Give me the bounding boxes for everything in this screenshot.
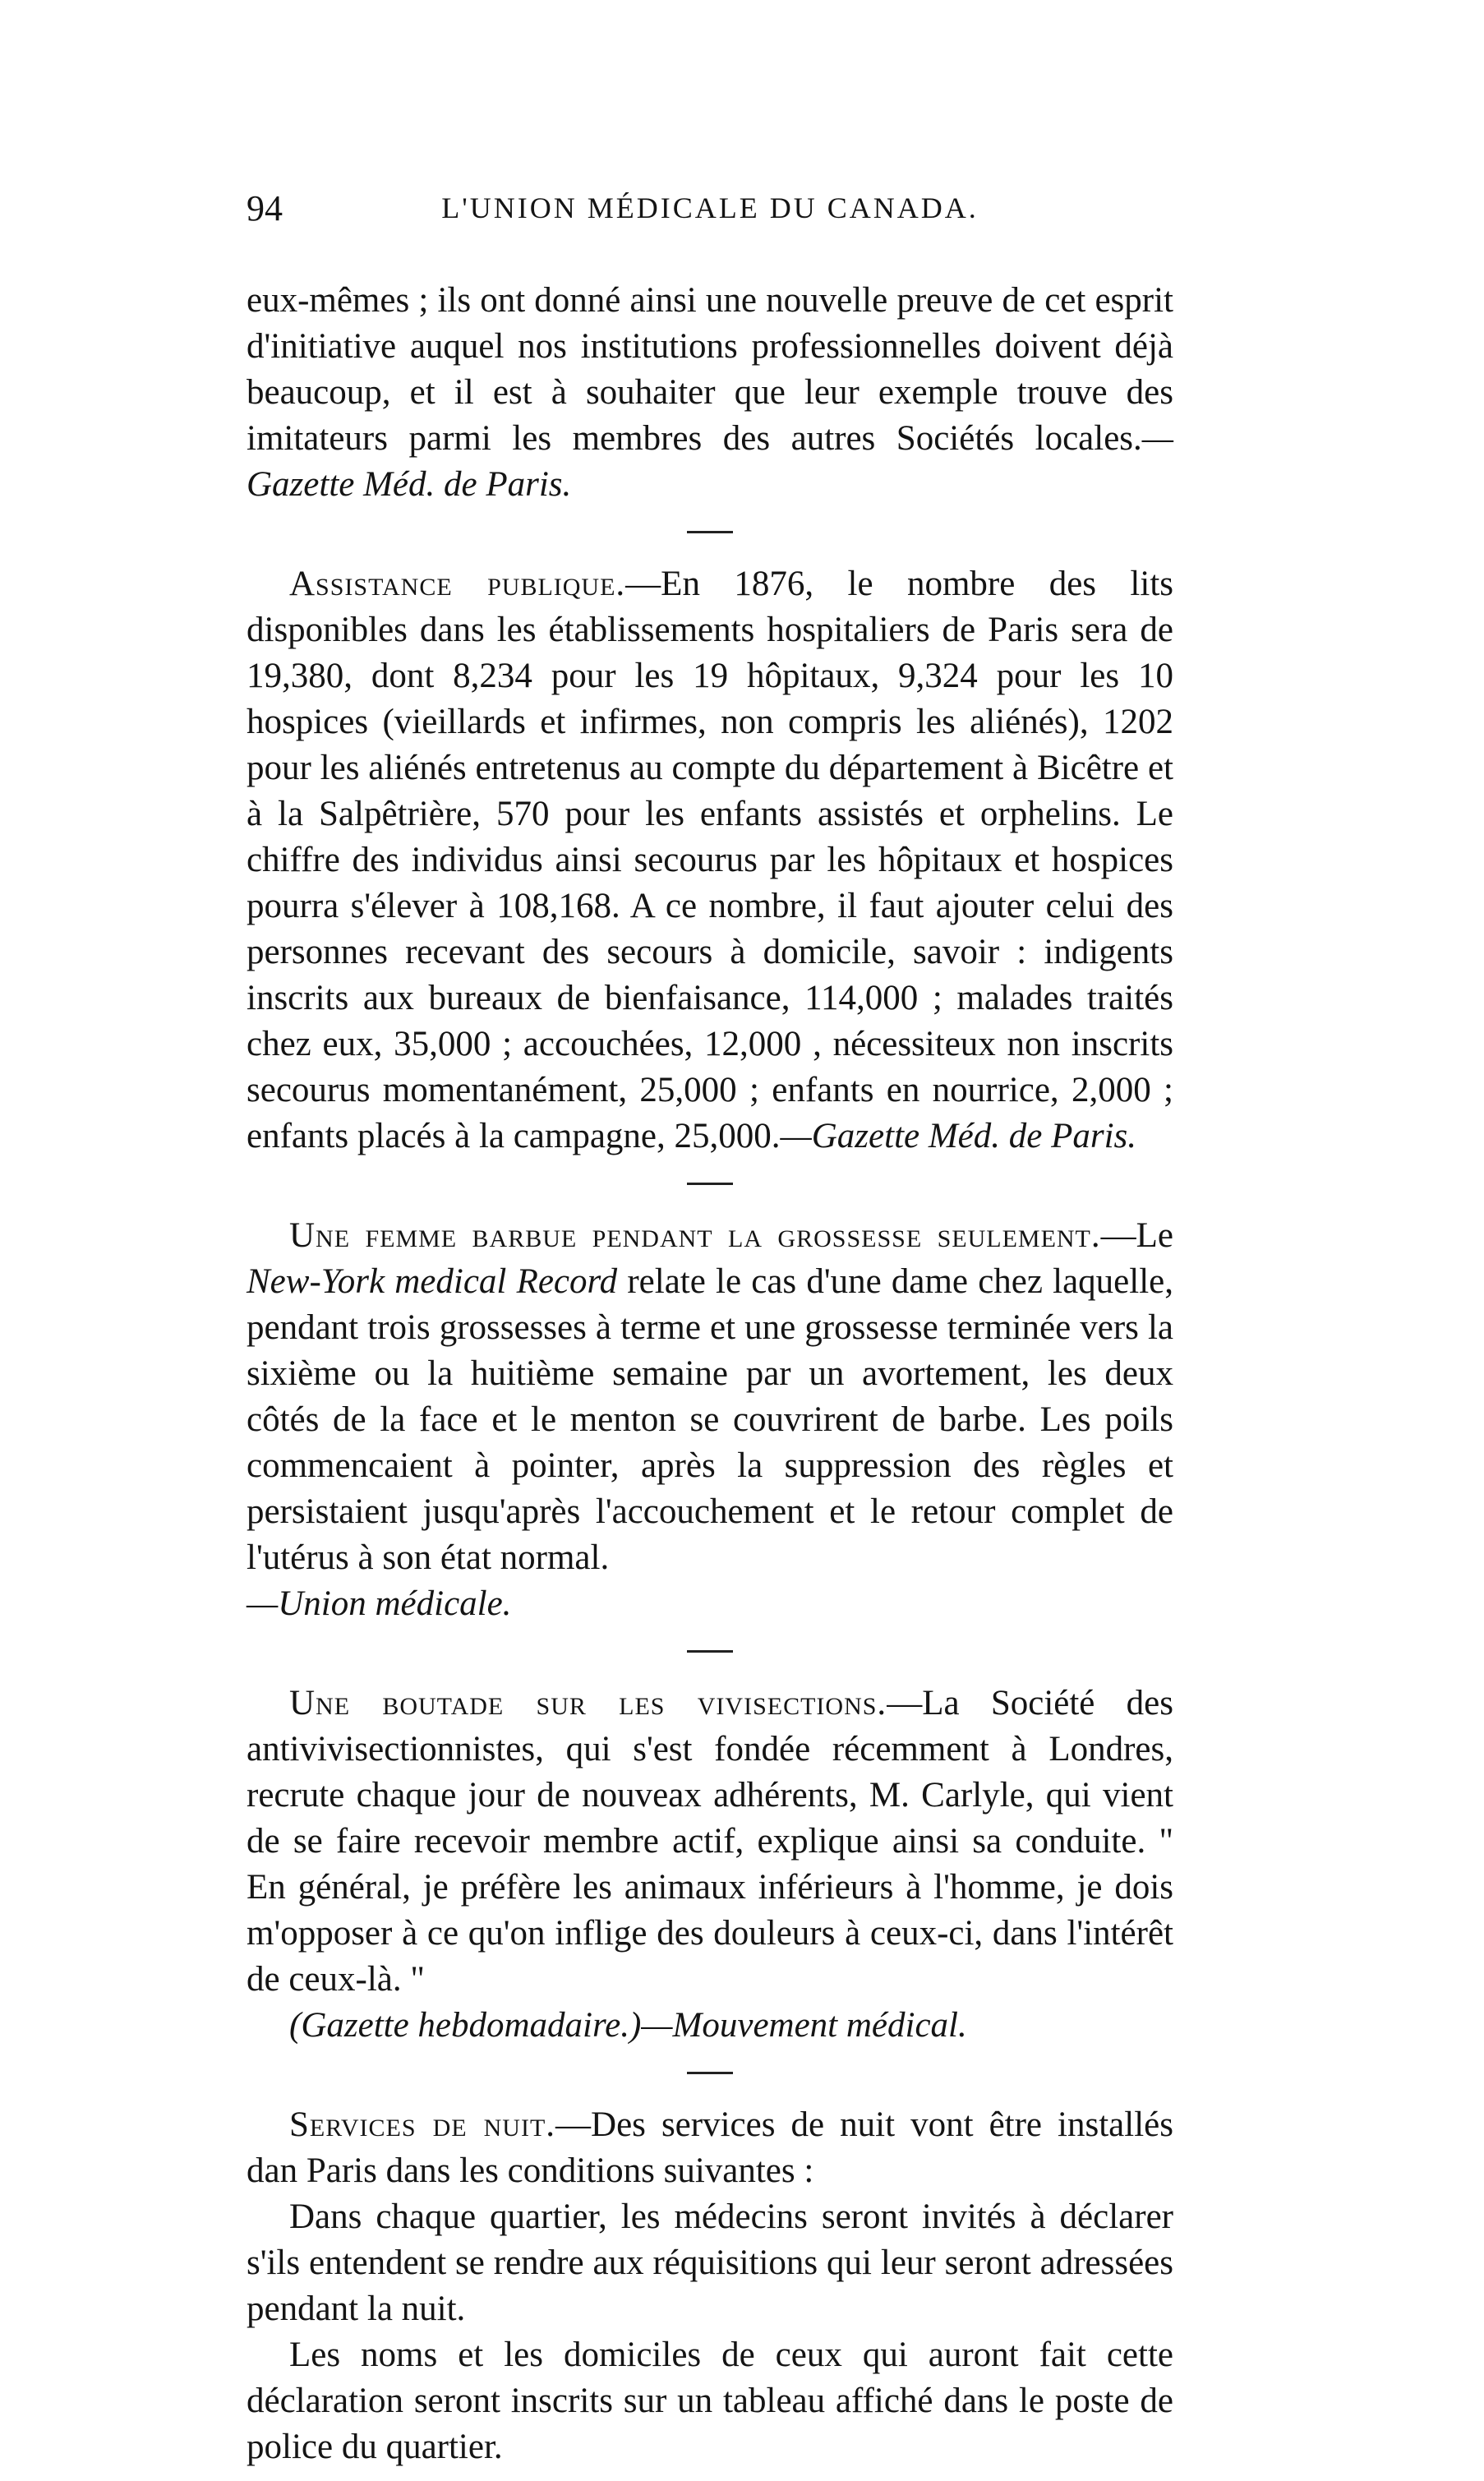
article-heading: Assistance publique. [289,565,626,603]
article-assistance-publique [247,561,1173,1160]
page-header [247,187,1173,237]
section-divider [687,2072,733,2074]
article-source-line [247,1581,1173,1627]
article-lead-in: —Le [1100,1216,1173,1255]
article-services-de-nuit [247,2102,1173,2194]
continuation-paragraph [247,278,1173,508]
section-divider [687,1183,733,1185]
section-divider [687,1650,733,1653]
article-source-line [247,2003,1173,2049]
article-text: —En 1876, le nombre des lits disponibles dans les établissements hospitaliers de Paris sera de 19,380, dont 8,234 pour les 19 hôpitaux, 9,324 pour les 10 hospices (vieillards et infirmes, non compris les aliénés), 1202 pour les aliénés entretenus au compte du département à Bicêtre et à la Salpêtrière, 570 pour les enfants assistés et orphelins. Le chiffre des individus ainsi secourus par les hôpitaux et hospices pourra s'élever à 108,168. A ce nombre, il faut ajouter celui des personnes recevant des secours à domicile, savoir : indigents inscrits aux bureaux de bienfaisance, 114,000 ; malades traités chez eux, 35,000 ; accouchées, 12,000 , nécessiteux non inscrits secourus momentanément, 25,000 ; enfants en nourrice, 2,000 ; enfants placés à la campagne, 25,000. [247,565,1173,1155]
continuation-text: eux-mêmes ; ils ont donné ainsi une nouvelle preuve de cet esprit d'initiative auquel nos institutions professionnelles doivent déjà beaucoup, et il est à souhaiter que leur exemple trouve des imitateurs parmi les membres des autres Sociétés locales. [247,281,1173,458]
article-source: —Union médicale. [247,1584,512,1623]
article-heading: Services de nuit. [289,2105,556,2144]
continuation-source: —Gazette Méd. de Paris. [247,419,1173,504]
article-text: —La Société des antivivisectionnistes, qui s'est fondée récemment à Londres, recrute chaque jour de nouveax adhérents, M. Carlyle, qui vient de se faire recevoir membre actif, explique ainsi sa conduite. " En général, je préfère les animaux inférieurs à l'homme, je dois m'opposer à ce qu'on inflige des douleurs à ceux-ci, dans l'intérêt de ceux-là. " [247,1684,1173,1999]
article-paragraph: Dans chaque quartier, les médecins seront invités à déclarer s'ils entendent se rendre aux réquisitions qui leur seront adressées pendant la nuit. [247,2197,1173,2328]
article-text: —Des services de nuit vont être installés dan Paris dans les conditions suivantes : [247,2105,1173,2190]
page-body [247,278,1173,2470]
article-boutade-vivisections [247,1681,1173,2003]
section-divider [687,531,733,533]
article-text: relate le cas d'une dame chez laquelle, pendant trois grossesses à terme et une grossesse terminée vers la sixième ou la huitième semaine par un avortement, les deux côtés de la face et le menton se couvrirent de barbe. Les poils commencaient à pointer, après la suppression des règles et persistaient jusqu'après l'accouchement et le retour complet de l'utérus à son état normal. [247,1262,1174,1577]
article-heading: Une femme barbue pendant la grossesse seulement. [289,1216,1101,1255]
article-heading: Une boutade sur les vivisections. [289,1684,887,1722]
running-title: L'UNION MÉDICALE DU CANADA. [441,191,979,224]
article-femme-barbue [247,1213,1173,1581]
article-source: —Gazette Méd. de Paris. [780,1117,1137,1155]
article-journal-name: New-York medical Record [247,1262,618,1301]
article-source: (Gazette hebdomadaire.)—Mouvement médical. [289,2006,967,2045]
page-number: 94 [247,188,283,228]
article-paragraph: Les noms et les domiciles de ceux qui auront fait cette déclaration seront inscrits sur un tableau affiché dans le poste de police du quartier. [247,2336,1173,2466]
